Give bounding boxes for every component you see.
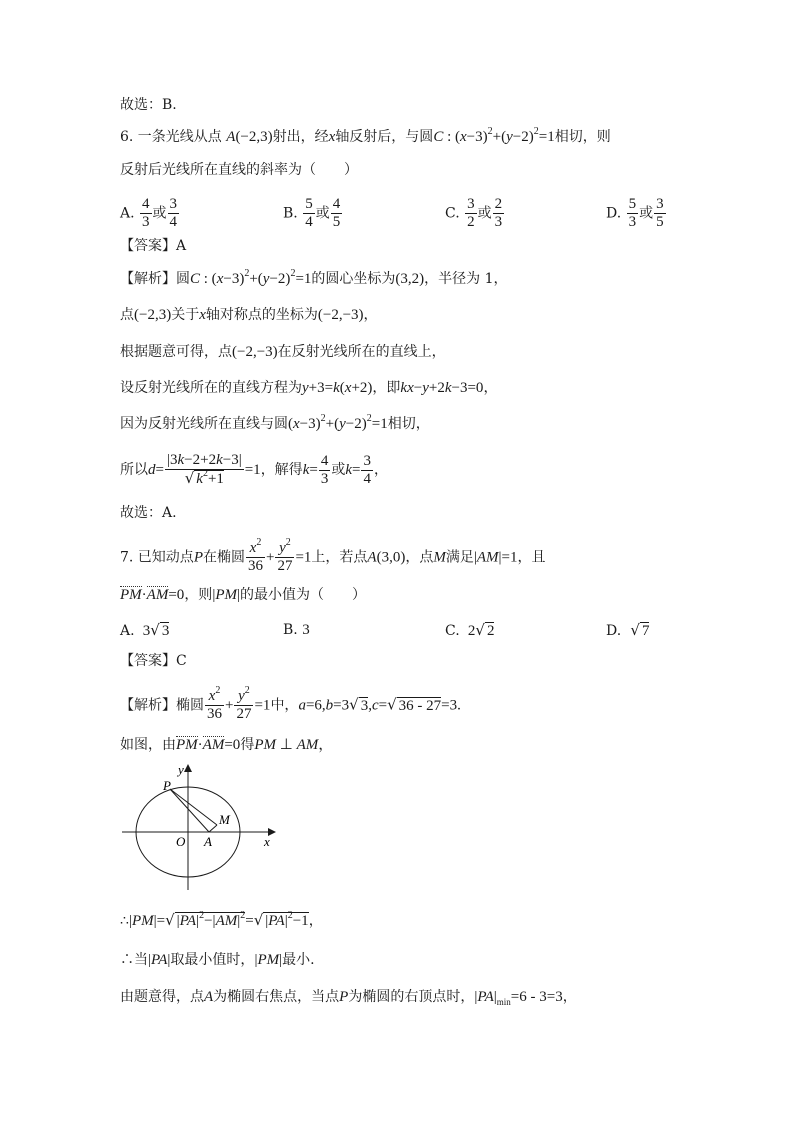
option-7a[interactable]: A. 3√ 3 [120,621,170,639]
analysis-7-3: ∴|PM|=√ $|PA|^2-|AM|^2=√$ $|PA|^2-1$， [120,910,323,929]
analysis-7-5: 由题意得，点A为椭圆右焦点，当点P为椭圆的右顶点时，$|PA|_{min}=6 - 3=3$， [120,989,577,1007]
question-6-stem-2: 反射后光线所在直线的斜率为（ ） [120,162,358,178]
analysis-6-5: 因为反射光线所在直线与圆$(x-3)^2+(y-2)^2=1$相切， [120,413,430,432]
question-7-stem: 7. 已知动点P在椭圆 $\frac{x^2}{36}$ + $\frac{y^2}{27}$ =1上，若点A(3,0)，点M满足|AM|=1，且 [120,537,546,574]
ellipse-figure [118,762,278,892]
option-7c[interactable]: C. 2√ 2 [445,621,495,639]
analysis-7-1: 【解析】椭圆 $\frac{x^2}{36}$ + $\frac{y^2}{27}$ =1中，a=6,b=3√ 3,c=√ 36 - 27=3. [120,685,461,722]
analysis-7-4: ∴当|PA|取最小值时，|PM|最小. [120,952,315,968]
answer-6: 【答案】A [120,238,187,254]
answer-7: 【答案】C [120,653,187,669]
option-7b[interactable]: B. 3 [283,622,310,638]
question-6-stem: 6. 一条光线从点 A(−2,3)射出，经x轴反射后，与圆C : $(x-3)^2+(y-2)^2=1$相切，则 [120,126,611,145]
option-6d[interactable]: D. $\frac{5}{3}$ 或 $\frac{3}{5}$ [606,196,664,230]
analysis-6-1: 【解析】圆C : $(x-3)^2+(y-2)^2=1$的圆心坐标为(3,2)，半径为 1， [120,268,508,287]
analysis-6-3: 根据题意可得，点(−2,−3)在反射光线所在的直线上， [120,344,446,360]
label-y: y [178,762,184,777]
label-o: O [176,834,186,849]
option-6b[interactable]: B. $\frac{5}{4}$ 或 $\frac{4}{5}$ [283,196,341,230]
segment-pm [170,789,217,825]
analysis-6-2: 点(−2,3)关于x轴对称点的坐标为(−2,−3)， [120,307,378,323]
label-a: A [204,834,212,849]
analysis-6-6: 所以d= $\frac{|3k-2+2k-3|}{√ k^2+1}$ =1，解得k= $\frac{4}{3}$ 或k= $\frac{3}{4}$ ， [120,452,388,487]
option-6c[interactable]: C. $\frac{3}{2}$ 或 $\frac{2}{3}$ [445,196,503,230]
answer-conclusion-6: 故选：A. [120,505,177,521]
option-7d[interactable]: D. √ 7 [606,621,650,639]
question-7-stem-2: PM·AM=0，则|PM|的最小值为（ ） [120,587,367,603]
segment-pa [170,789,209,832]
option-6a[interactable]: A. $\frac{4}{3}$ 或 $\frac{3}{4}$ [120,196,178,230]
analysis-6-4: 设反射光线所在的直线方程为y+3=k(x+2)，即kx−y+2k−3=0， [120,380,498,396]
label-m: M [219,812,230,827]
label-p: P [163,778,171,793]
y-axis-arrow [184,764,192,772]
analysis-7-2: 如图，由PM·AM=0得PM ⊥ AM， [120,737,334,753]
segment-am [209,825,217,832]
label-x: x [264,834,270,849]
answer-conclusion-5: 故选：B. [120,97,177,113]
